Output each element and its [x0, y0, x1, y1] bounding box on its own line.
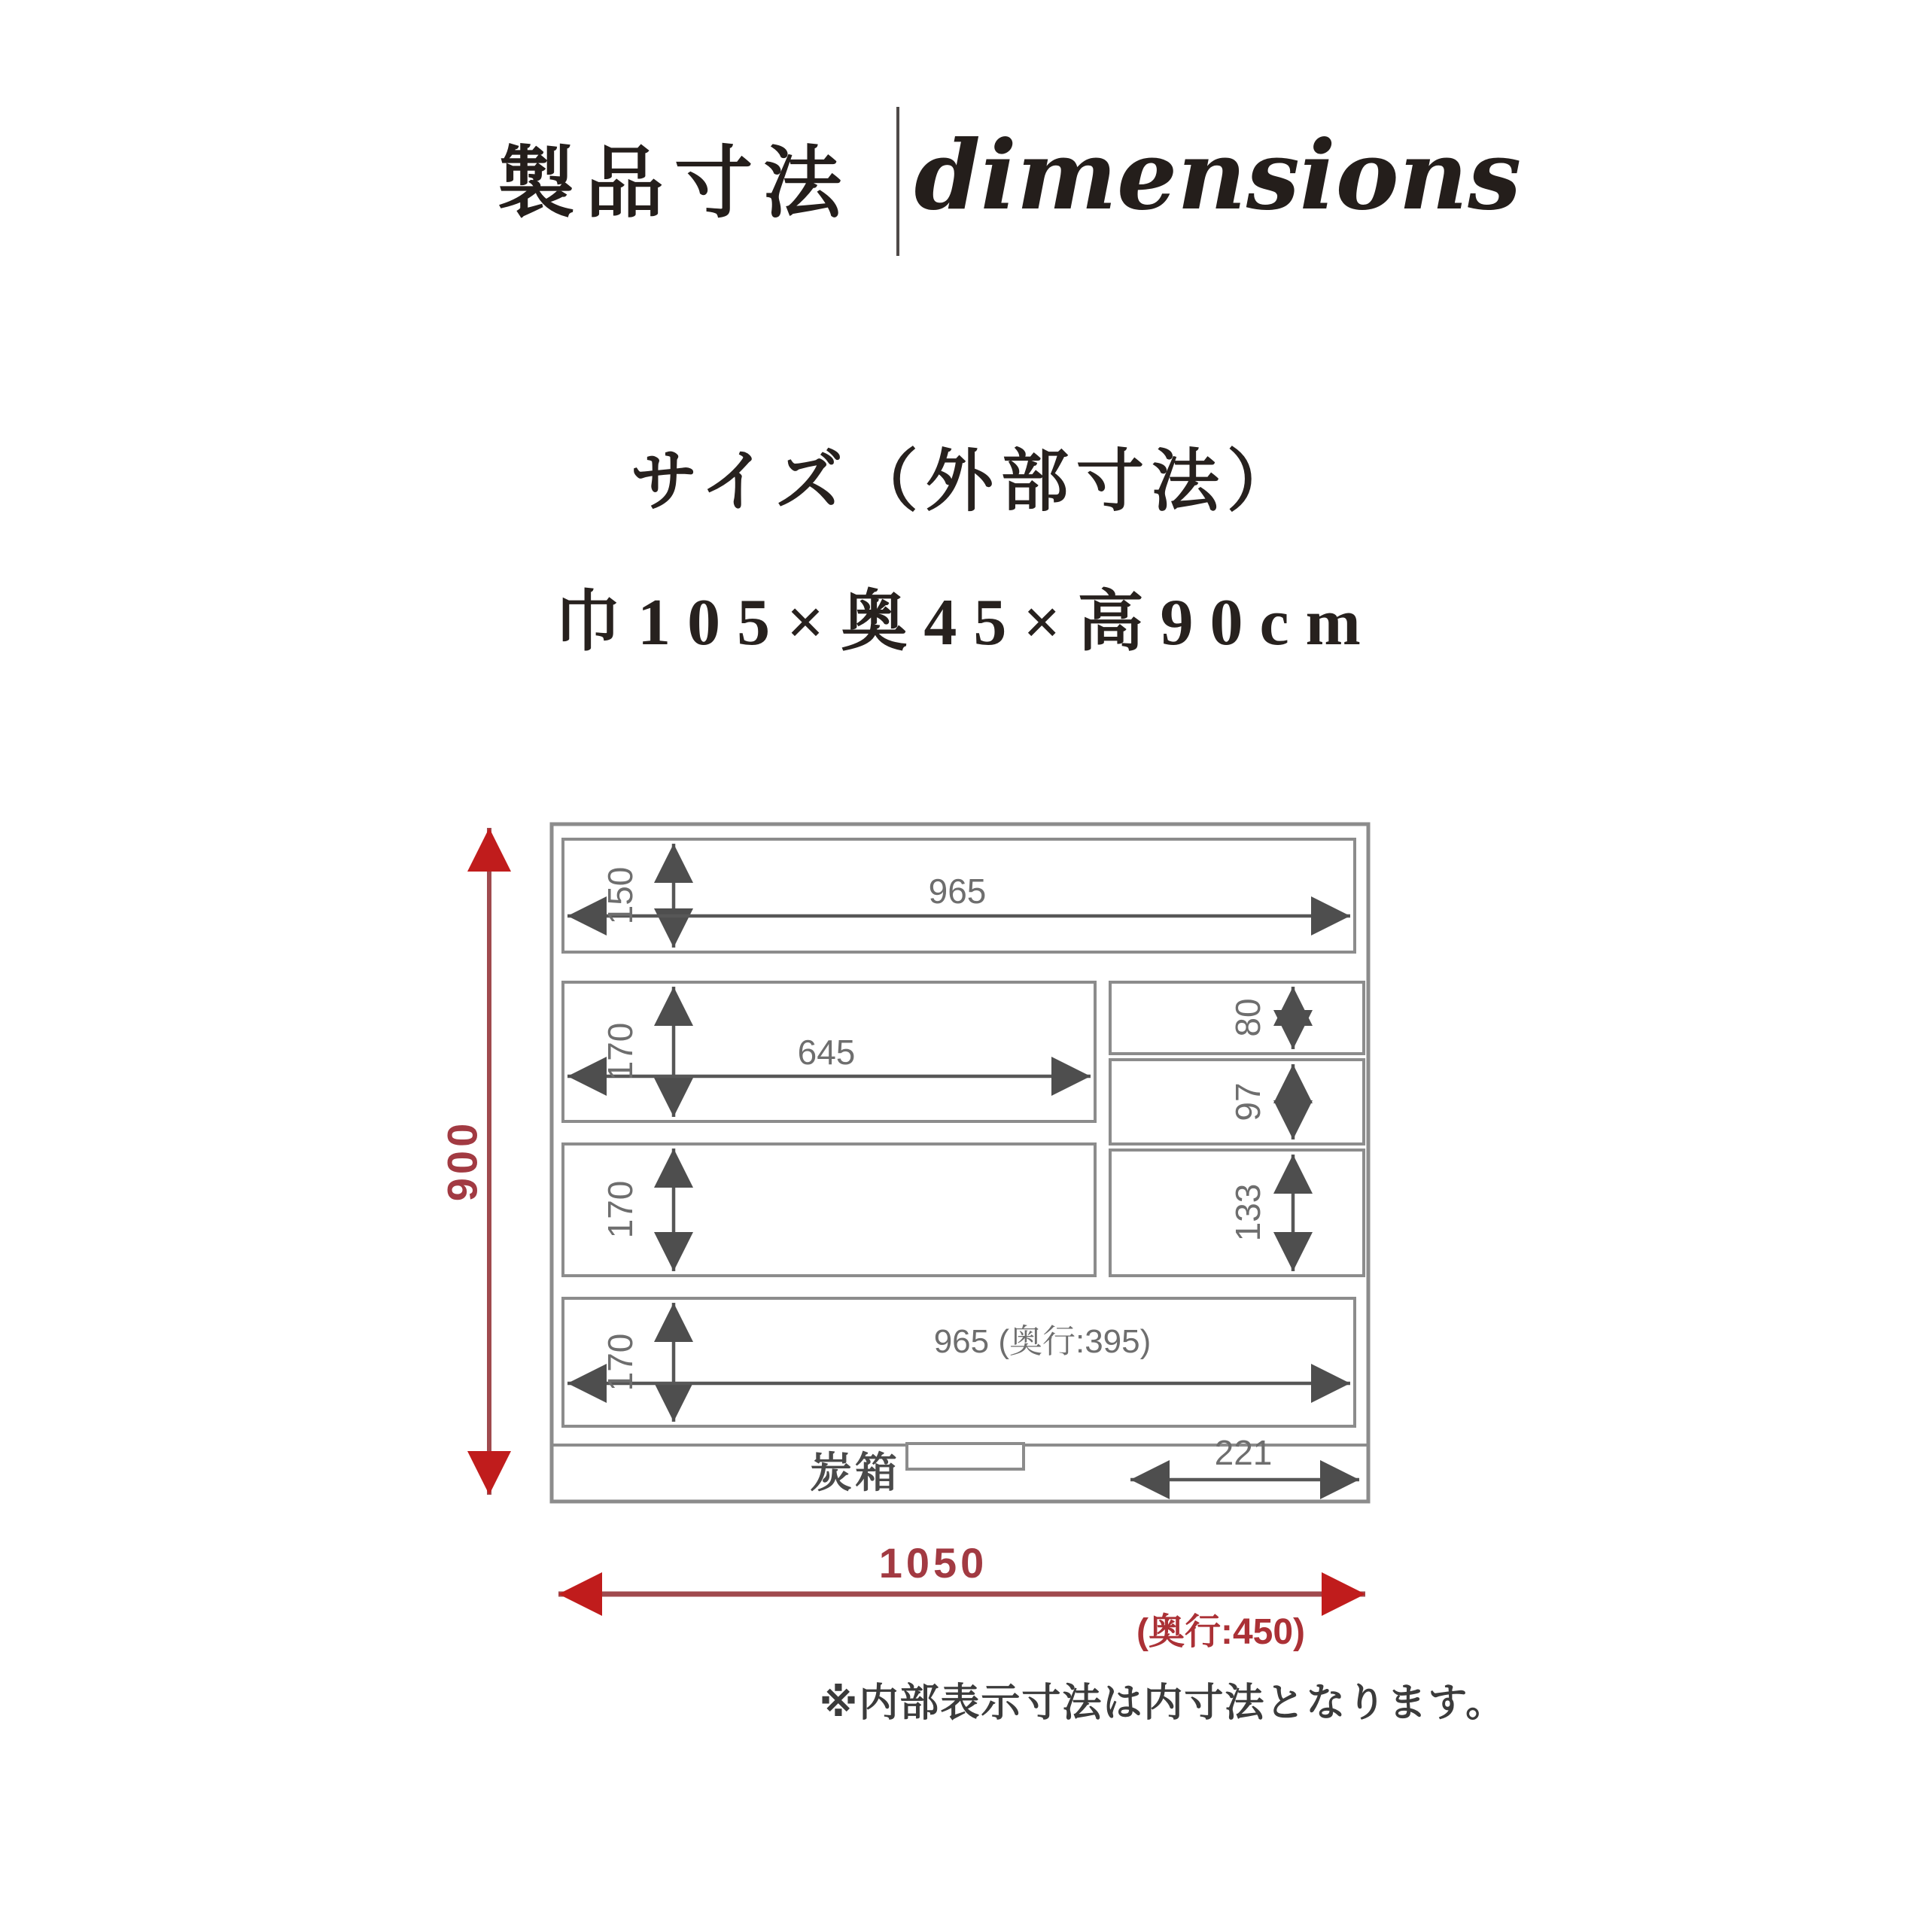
dimension-drawing — [406, 783, 1520, 1671]
row1-width-label: 965 — [928, 872, 987, 911]
charcoal-box-notch — [907, 1444, 1024, 1469]
row4-width-label: 965 (奥行:395) — [933, 1323, 1152, 1360]
size-value: 巾105×奥45×高90cm — [555, 586, 1377, 659]
footer-note: ※内部表示寸法は内寸法となります。 — [819, 1681, 1507, 1725]
row1-height-label: 150 — [601, 866, 640, 925]
compartment-middle-label: 97 — [1228, 1082, 1268, 1121]
drawer-row4 — [563, 1298, 1355, 1426]
page-title-english: dimensions — [914, 120, 1522, 231]
overall-width-label: 1050 — [878, 1539, 988, 1587]
row3-height-label: 170 — [601, 1180, 640, 1239]
size-heading: サイズ（外部寸法） — [630, 445, 1302, 519]
compartment-top-label: 80 — [1228, 998, 1268, 1037]
overall-depth-label: (奥行:450) — [1136, 1612, 1306, 1652]
row2-width-label: 645 — [797, 1033, 856, 1072]
drawer-row3 — [563, 1144, 1095, 1276]
row4-height-label: 170 — [601, 1333, 640, 1392]
title-divider-line — [896, 107, 899, 256]
page-title-japanese: 製品寸法 — [497, 141, 853, 227]
compartment-bottom-label: 133 — [1228, 1183, 1268, 1242]
bottom-strip-width-label: 221 — [1214, 1433, 1273, 1472]
row2-height-label: 170 — [601, 1022, 640, 1081]
overall-height-label: 900 — [438, 1119, 486, 1202]
charcoal-box-label: 炭箱 — [810, 1449, 900, 1496]
